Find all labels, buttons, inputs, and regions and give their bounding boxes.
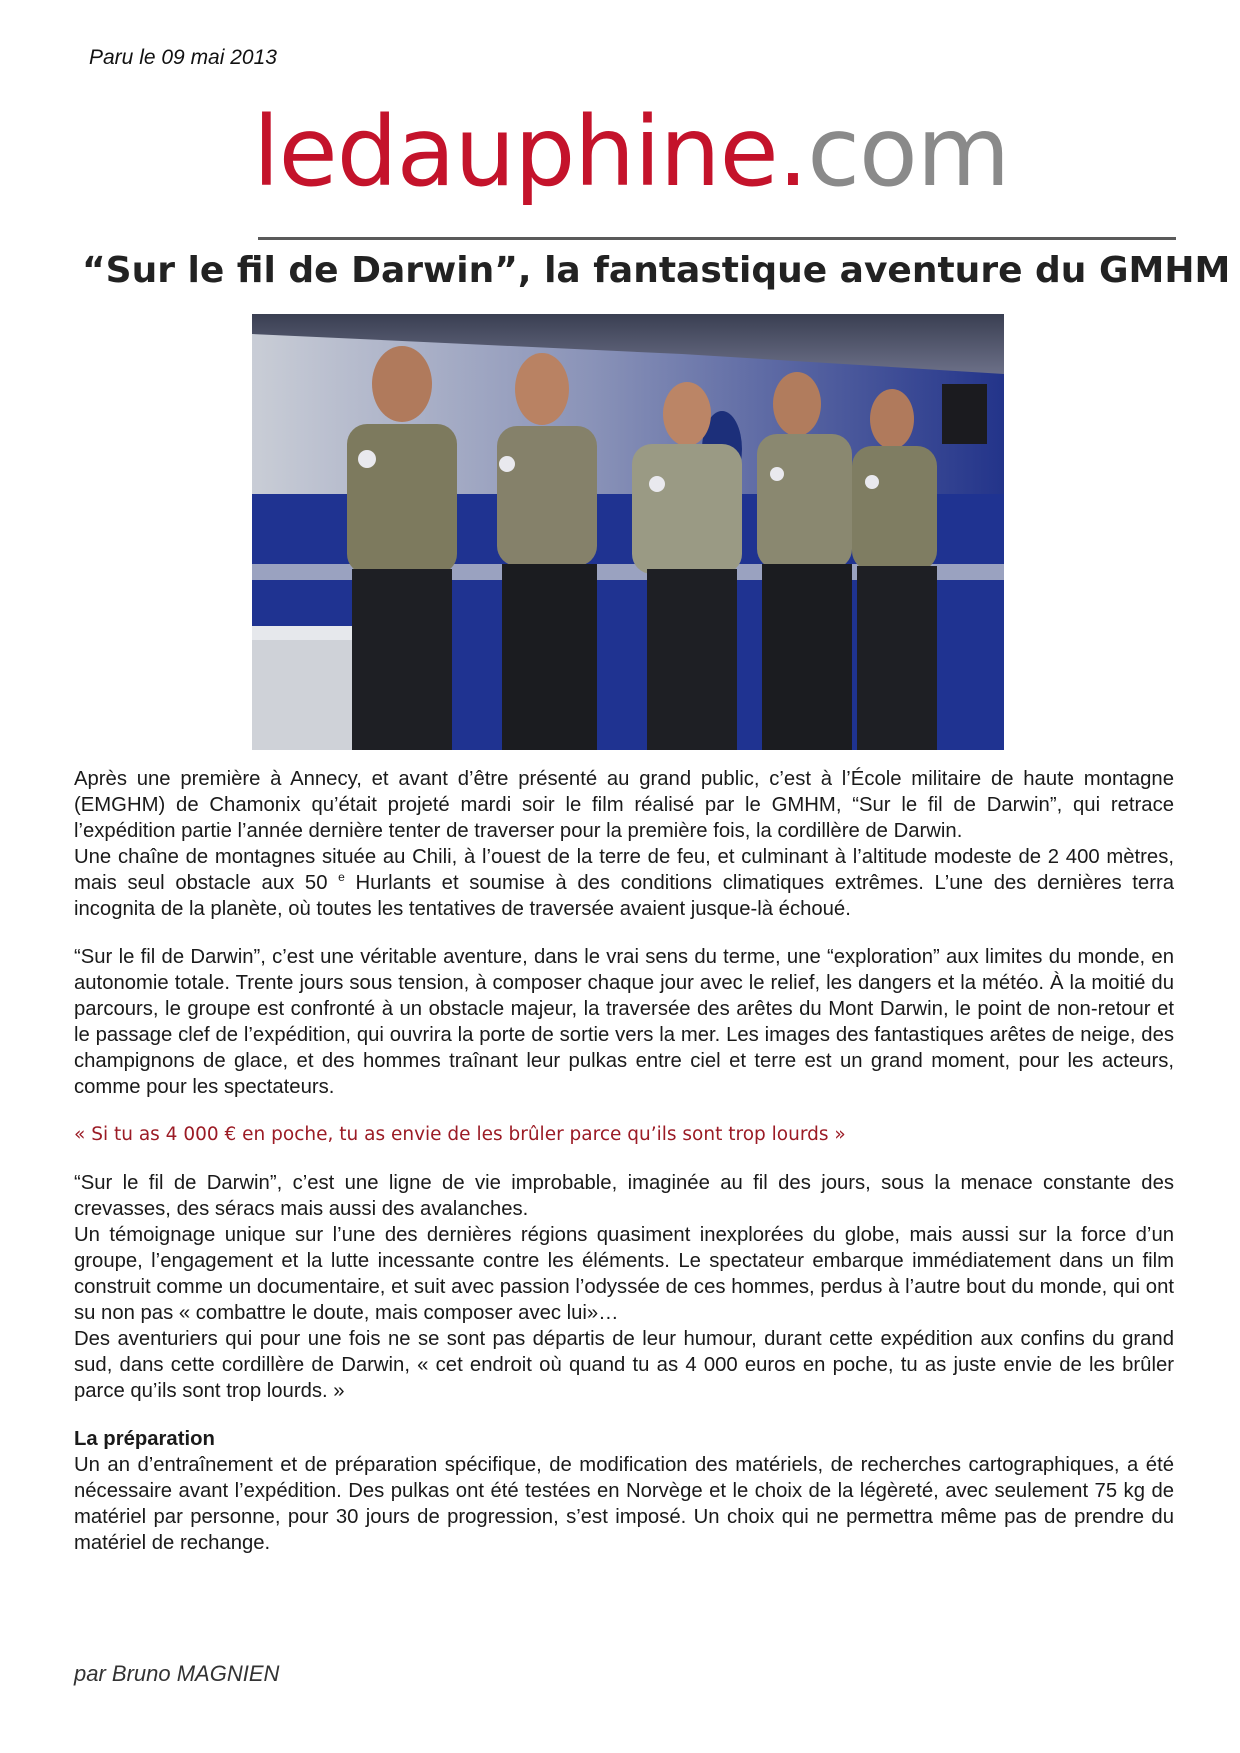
article-body — [74, 766, 1174, 1556]
article-headline: “Sur le fil de Darwin”, la fantastique aventure du GMHM — [82, 250, 1231, 291]
paragraph-2-part-a: Une chaîne de montagnes située au Chili, à l’ouest de la terre de feu, et culminant à l’altitude modeste de 2 400 mètres, mais seul obstacle aux 50 — [74, 846, 1174, 894]
paragraph-2-sup: e — [338, 870, 345, 885]
group-photo-icon — [252, 314, 1004, 750]
author-byline: par Bruno MAGNIEN — [74, 1661, 280, 1686]
logo-dot: . — [777, 96, 808, 208]
paragraph-7: Un an d’entraînement et de préparation spécifique, de modification des matériels, de recherches cartographiques, a été nécessaire avant l’expédition. Des pulkas ont été testées en Norvège et le choix de la légèreté, avec seulement 75 kg de matériel par personne, pour 30 jours de progression, s’est imposé. Un choix qui ne permettra même pas de prendre du matériel de rechange. — [74, 1454, 1174, 1554]
paragraph-2 — [74, 844, 1174, 922]
paragraph-1: Après une première à Annecy, et avant d’être présenté au grand public, c’est à l’École militaire de haute montagne (EMGHM) de Chamonix qu’était projeté mardi soir le film réalisé par le GMHM, “Sur le fil de Darwin”, qui retrace l’expédition partie l’année dernière tenter de traverser pour la première fois, la cordillère de Darwin. — [74, 768, 1174, 842]
article-photo — [252, 314, 1004, 750]
logo-brand: ledauphine — [253, 96, 778, 208]
section-subheading: La préparation — [74, 1428, 215, 1450]
paragraph-5: Un témoignage unique sur l’une des dernières régions quasiment inexplorées du globe, mais aussi sur la force d’un groupe, l’engagement et la lutte incessante contre les éléments. Le spectateur embarque immédiatement dans un film construit comme un documentaire, et suit avec passion l’odyssée de ces hommes, perdus à l’autre bout du monde, qui ont su non pas « combattre le doute, mais composer avec lui»… — [74, 1224, 1174, 1324]
logo-tld: com — [807, 96, 1010, 208]
pull-quote: « Si tu as 4 000 € en poche, tu as envie de les brûler parce qu’ils sont trop lourds » — [74, 1124, 846, 1145]
paragraph-4: “Sur le fil de Darwin”, c’est une ligne de vie improbable, imaginée au fil des jours, sous la menace constante des crevasses, des séracs mais aussi des avalanches. — [74, 1172, 1174, 1220]
paragraph-6: Des aventuriers qui pour une fois ne se sont pas départis de leur humour, durant cette expédition aux confins du grand sud, dans cette cordillère de Darwin, « cet endroit où quand tu as 4 000 euros en poche, tu as juste envie de les brûler parce qu’ils sont trop lourds. » — [74, 1328, 1174, 1402]
ledauphine-logo — [253, 96, 1010, 208]
publication-date: Paru le 09 mai 2013 — [89, 46, 277, 69]
paragraph-3: “Sur le fil de Darwin”, c’est une véritable aventure, dans le vrai sens du terme, une “exploration” aux limites du monde, en autonomie totale. Trente jours sous tension, à composer chaque jour avec le relief, les dangers et la météo. À la moitié du parcours, le groupe est confronté à un obstacle majeur, la traversée des arêtes du Mont Darwin, le point de non-retour et le passage clef de l’expédition, qui ouvrira la porte de sortie vers la mer. Les images des fantastiques arêtes de neige, des champignons de glace, et des hommes traînant leur pulkas entre ciel et terre est un grand moment, pour les acteurs, comme pour les spectateurs. — [74, 946, 1174, 1098]
paragraph-2-part-b: Hurlants et soumise à des conditions climatiques extrêmes. L’une des dernières terra incognita de la planète, où toutes les tentatives de traversée avaient jusque-là échoué. — [74, 872, 1174, 920]
header-rule — [258, 237, 1176, 240]
